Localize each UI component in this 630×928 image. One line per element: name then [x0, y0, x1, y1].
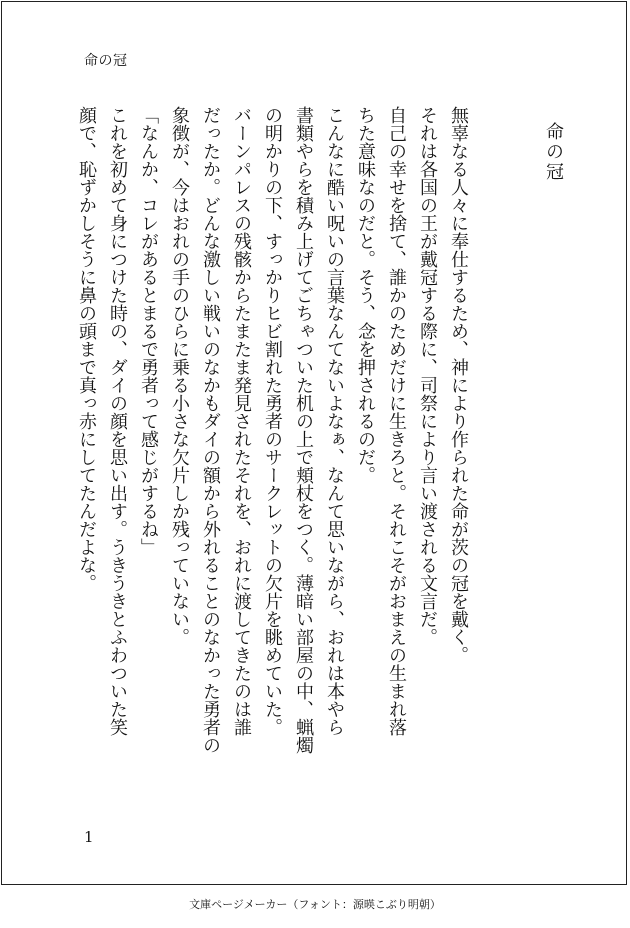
footer-credit: 文庫ページメーカー（フォント：源暎こぶり明朝） [189, 898, 441, 911]
text-line: だったか。どんな激しい戦いのなかもダイの額から外れることのなかった勇者の [200, 106, 221, 754]
paragraph-2 [350, 106, 443, 806]
text-line: 「なんか、コレがあるとまるで勇者って感じがするね」 [138, 106, 159, 556]
text-line: これを初めて身につけた時の、ダイの顔を思い出す。うきうきとふわついた笑 [107, 106, 128, 736]
paragraph-1 [443, 106, 474, 806]
text-line: ちた意味なのだと。そう、念を押されるのだ。 [355, 106, 376, 484]
paragraph-3 [257, 106, 350, 806]
text-line: それは各国の王が戴冠する際に、司祭により言い渡される文言だ。 [417, 106, 438, 646]
text-line: 書類やらを積み上げてごちゃついた机の上で頬杖をつく。薄暗い部屋の中、蝋燭 [293, 106, 314, 754]
text-line: こんなに酷い呪いの言葉なんてないよなぁ、なんて思いながら、おれは本やら [324, 106, 345, 736]
page-number: 1 [84, 828, 94, 846]
chapter-title: 命の冠 [543, 122, 564, 182]
text-line: の明かりの下、すっかりヒビ割れた勇者のサークレットの欠片を眺めていた。 [262, 106, 283, 736]
dialogue-line [133, 106, 164, 806]
text-line: 自己の幸せを捨て、誰かのためだけに生きろと。それこそがおまえの生まれ落 [386, 106, 407, 736]
book-page [1, 1, 627, 885]
paragraph-4 [164, 106, 257, 806]
text-line: 象徴が、今はおれの手のひらに乗る小さな欠片しか残っていない。 [169, 106, 190, 646]
paragraph-5 [71, 106, 133, 806]
text-line: 顔で、恥ずかしそうに鼻の頭まで真っ赤にしてたんだよな。 [76, 106, 97, 592]
text-line: 無辜なる人々に奉仕するため、神により作られた命が茨の冠を戴く。 [448, 106, 469, 664]
text-line: バーンパレスの残骸からたまたま発見されたそれを、おれに渡してきたのは誰 [231, 106, 252, 736]
vertical-body-text [71, 106, 569, 806]
running-title: 命の冠 [84, 53, 128, 69]
